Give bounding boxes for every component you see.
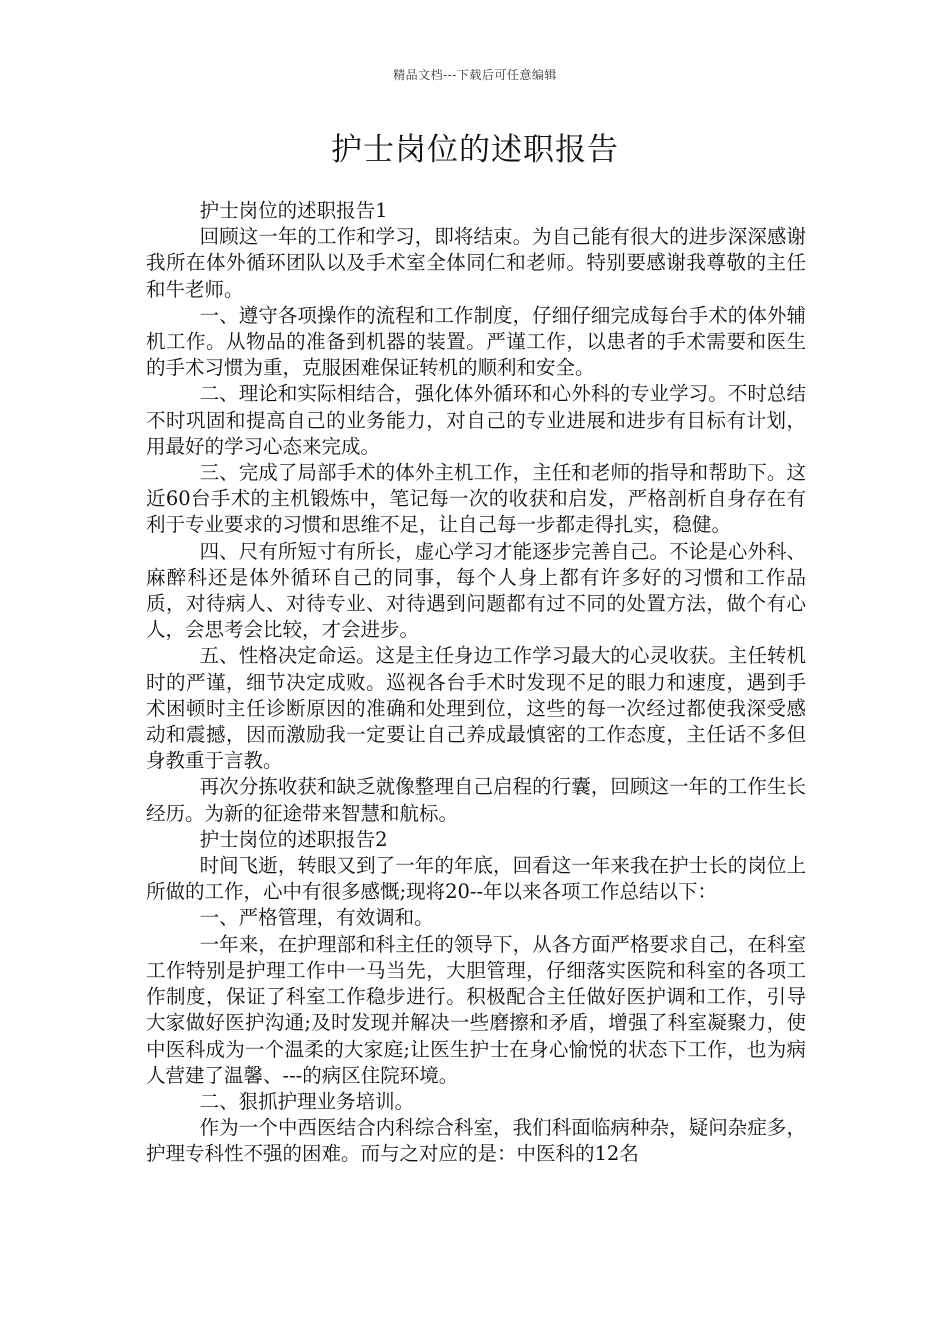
paragraph-report-2-intro: 时间飞逝，转眼又到了一年的年底，回看这一年来我在护士长的岗位上所做的工作，心中有很多感慨;现将20--年以来各项工作总结以下： — [146, 854, 806, 904]
paragraph-point-4: 四、尺有所短寸有所长，虚心学习才能逐步完善自己。不论是心外科、麻醉科还是体外循环自己的同事，每个人身上都有许多好的习惯和工作品质，对待病人、对待专业、对待遇到问题都有过不同的处置方法，做个有心人，会思考会比较，才会进步。 — [146, 539, 806, 642]
paragraph-management: 一年来，在护理部和科主任的领导下，从各方面严格要求自己，在科室工作特别是护理工作中一马当先，大胆管理，仔细落实医院和科室的各项工作制度，保证了科室工作稳步进行。积极配合主任做好医护调和工作，引导大家做好医护沟通;及时发现并解决一些磨擦和矛盾，增强了科室凝聚力，使中医科成为一个温柔的大家庭;让医生护士在身心愉悦的状态下工作，也为病人营建了温馨、---的病区住院环境。 — [146, 932, 806, 1087]
paragraph-closing: 再次分拣收获和缺乏就像整理自己启程的行囊，回顾这一年的工作生长经历。为新的征途带来智慧和航标。 — [146, 775, 806, 825]
section-heading-report-1: 护士岗位的述职报告1 — [199, 199, 388, 222]
document-title: 护士岗位的述职报告 — [331, 132, 619, 168]
paragraph-point-3: 三、完成了局部手术的体外主机工作，主任和老师的指导和帮助下。这近60台手术的主机锻炼中，笔记每一次的收获和启发，严格剖析自身存在有利于专业要求的习惯和思维不足，让自己每一步都走得扎实，稳健。 — [146, 461, 806, 537]
paragraph-point-5: 五、性格决定命运。这是主任身边工作学习最大的心灵收获。主任转机时的严谨，细节决定成败。巡视各台手术时发现不足的眼力和速度，遇到手术困顿时主任诊断原因的准确和处理到位，这些的每一次经过都使我深受感动和震撼，因而激励我一定要让自己养成最慎密的工作态度，主任话不多但身教重于言教。 — [146, 644, 806, 773]
section-heading-report-2: 护士岗位的述职报告2 — [199, 827, 388, 851]
header-note: 精品文档---下载后可任意编辑 — [393, 68, 557, 82]
paragraph-training: 作为一个中西医结合内科综合科室，我们科面临病种杂，疑问杂症多，护理专科性不强的困难。而与之对应的是：中医科的12名 — [146, 1116, 806, 1166]
subheading-strict-management: 一、严格管理，有效调和。 — [199, 906, 434, 930]
paragraph-point-1: 一、遵守各项操作的流程和工作制度，仔细仔细完成每台手术的体外辅机工作。从物品的准备到机器的装置。严谨工作，以患者的手术需要和医生的手术习惯为重，克服困难保证转机的顺利和安全。 — [146, 303, 806, 380]
subheading-training: 二、狠抓护理业务培训。 — [199, 1089, 415, 1113]
paragraph-point-2: 二、理论和实际相结合，强化体外循环和心外科的专业学习。不时总结不时巩固和提高自己的业务能力，对自己的专业进展和进步有目标有计划，用最好的学习心态来完成。 — [146, 382, 806, 458]
document-body — [146, 198, 806, 1168]
paragraph-intro: 回顾这一年的工作和学习，即将结束。为自己能有很大的进步深深感谢我所在体外循环团队以及手术室全体同仁和老师。特别要感谢我尊敬的主任和牛老师。 — [146, 225, 806, 301]
